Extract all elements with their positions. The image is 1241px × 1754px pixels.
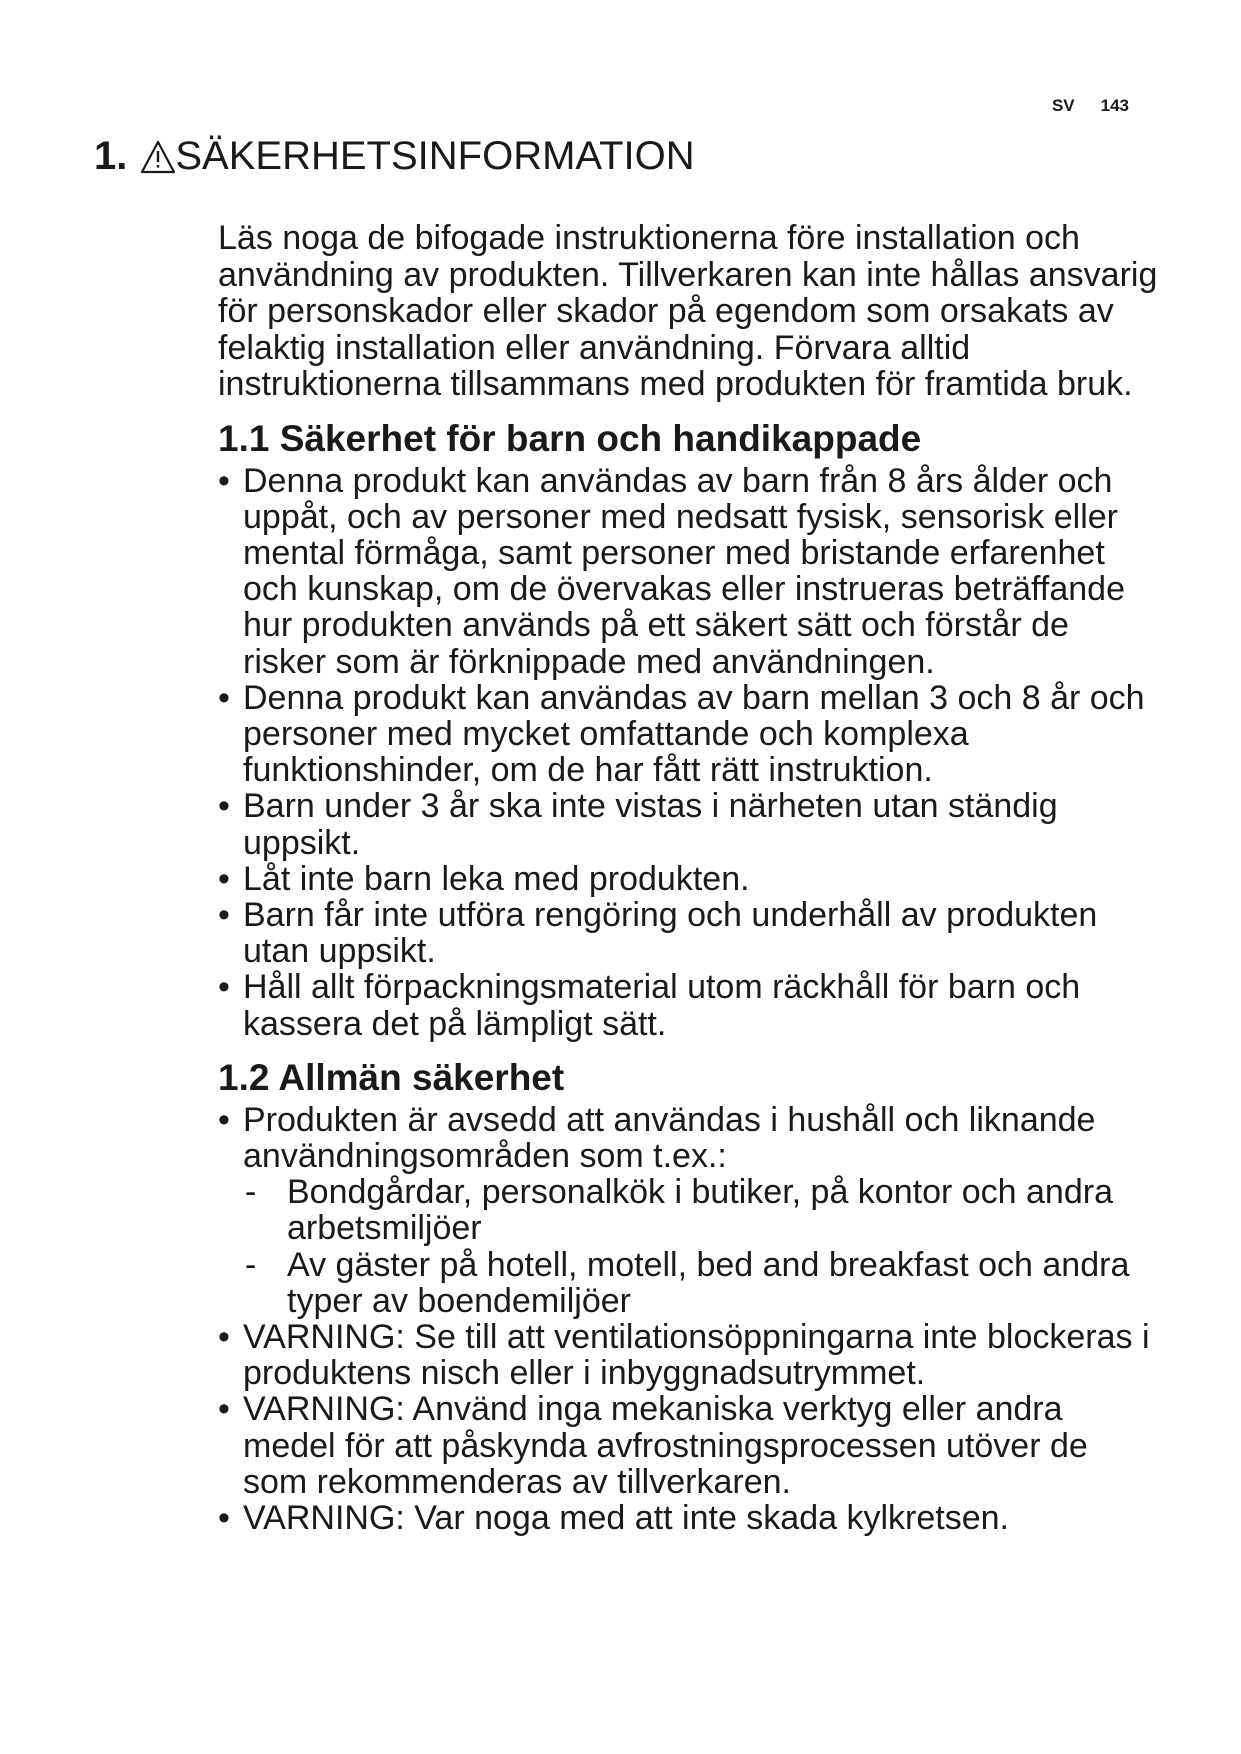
section-heading-text: Allmän säkerhet [278, 1056, 565, 1098]
section-heading [218, 1056, 1158, 1100]
intro-paragraph: Läs noga de bifogade instruktionerna före installation och användning av produkten. Tillverkaren kan inte hållas ansvarig för personskador eller skador på egendom som orsakats av felaktig installation eller användning. Förvara alltid instruktionerna tillsammans med produkten för framtida bruk. [218, 219, 1158, 403]
sub-list [243, 1174, 1158, 1319]
list-item: • VARNING: Var noga med att inte skada kylkretsen. [218, 1500, 1158, 1536]
section-number: 1.2 [218, 1056, 270, 1098]
page-header [1052, 96, 1129, 116]
title-text: SÄKERHETSINFORMATION [175, 134, 695, 178]
sub-list-item-text: Av gäster på hotell, motell, bed and breakfast och andra typer av boendemiljöer [287, 1245, 1130, 1320]
list-item: • Håll allt förpackningsmaterial utom räckhåll för barn och kassera det på lämpligt sätt. [218, 969, 1158, 1041]
page-number: 143 [1100, 96, 1129, 115]
list-item: • VARNING: Se till att ventilationsöppningarna inte blockeras i produktens nisch eller i inbyggnadsutrymmet. [218, 1319, 1158, 1391]
title-number: 1. [94, 134, 128, 178]
warning-triangle-icon [139, 139, 177, 175]
list-item: • Denna produkt kan användas av barn mellan 3 och 8 år och personer med mycket omfattande och komplexa funktionshinder, om de har fått rätt instruktion. [218, 680, 1158, 789]
sub-list-item-text: Bondgårdar, personalkök i butiker, på kontor och andra arbetsmiljöer [287, 1173, 1113, 1248]
section-1-2 [218, 1056, 1158, 1536]
section-1-1 [218, 417, 1158, 1042]
section-heading [218, 417, 1158, 461]
sub-list-item: - Av gäster på hotell, motell, bed and breakfast och andra typer av boendemiljöer [245, 1245, 1130, 1320]
list-item [218, 1102, 1158, 1319]
list-item: • Barn under 3 år ska inte vistas i närheten utan ständig uppsikt. [218, 788, 1158, 860]
list-item: • Låt inte barn leka med produkten. [218, 861, 1158, 897]
bullet-list [218, 1102, 1158, 1536]
list-item: • VARNING: Använd inga mekaniska verktyg eller andra medel för att påskynda avfrostningsprocessen utöver de som rekommenderas av tillverkaren. [218, 1391, 1158, 1500]
section-heading-text: Säkerhet för barn och handikappade [279, 417, 922, 459]
list-item: • Denna produkt kan användas av barn från 8 års ålder och uppåt, och av personer med nedsatt fysisk, sensorisk eller mental förmåga, samt personer med bristande erfarenhet och kunskap, om de övervakas eller instrueras beträffande hur produkten används på ett säkert sätt och förstår de risker som är förknippade med användningen. [218, 463, 1158, 680]
content [218, 220, 1158, 1536]
list-item: • Barn får inte utföra rengöring och underhåll av produkten utan uppsikt. [218, 897, 1158, 969]
sub-list-item: - Bondgårdar, personalkök i butiker, på kontor och andra arbetsmiljöer [245, 1173, 1113, 1248]
section-number: 1.1 [218, 417, 270, 459]
list-item-text: Produkten är avsedd att användas i hushåll och liknande användningsområden som t.ex.: [243, 1100, 1096, 1175]
language-code: SV [1051, 96, 1075, 115]
bullet-list [218, 463, 1158, 1042]
section-title [94, 134, 695, 179]
